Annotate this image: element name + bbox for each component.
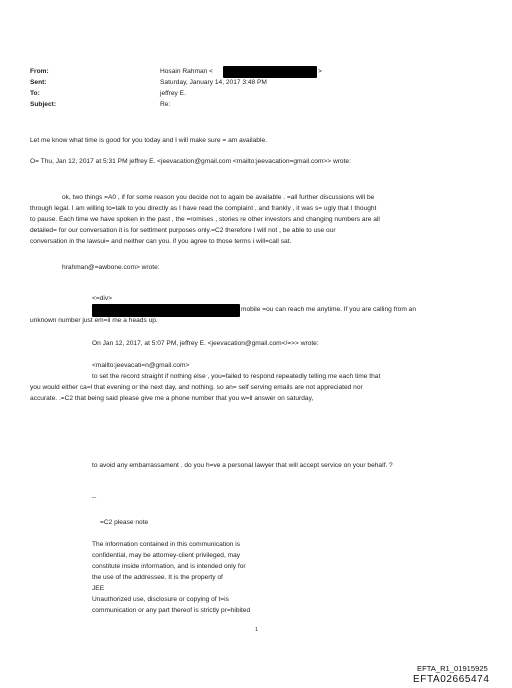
please-note: =C2 please note	[100, 519, 149, 526]
hrahman-line: hrahman@=awbone.com> wrote:	[62, 264, 160, 271]
p1-line-1: ok, two things =A0 , if for some reason you decide not to again be available . =all further discussions will be	[62, 194, 375, 201]
embarrass-line: to avoid any embarrassament . do you h=ve a personal lawyer that will accept service on your behalf. ?	[92, 462, 393, 469]
disclaimer-line-2: confidential, may be attorney-client privileged, may	[92, 552, 241, 559]
sent-value: Saturday, January 14, 2017 3:48 PM	[160, 79, 267, 86]
disclaimer-line-4: the use of the addressee. It is the property of	[92, 574, 223, 581]
to-label: To:	[30, 90, 40, 97]
subject-label: Subject:	[30, 101, 57, 108]
disclaimer-line-6: Unauthorized use, disclosure or copying of t=is	[92, 596, 229, 603]
sent-label: Sent:	[30, 79, 47, 86]
p1-line-5: conversation in the lawsui= and neither can you. if you agree to those terms i will=call sat.	[30, 238, 292, 245]
redaction-body	[92, 304, 240, 317]
from-label: From:	[30, 68, 49, 75]
disclaimer-line-3: constitute inside information, and is intended only for	[92, 563, 246, 570]
subject-value: Re:	[160, 101, 171, 108]
signature-dashes: --	[92, 494, 97, 501]
p1-line-2: through legal. I am willing to=talk to you directly as I have read the complaint , and frankly , it was s= ugly that I thought	[30, 205, 377, 212]
mobile-line: mobile =ou can reach me anytime. If you are calling from an	[241, 306, 417, 313]
unknown-number-line: unknown number just em=il me a heads up.	[30, 317, 158, 324]
disclaimer-line-5: JEE	[92, 585, 105, 592]
p2-line-1: to set the record straight if nothing else , you=failed to respond repeatedly telling me each time that	[92, 373, 381, 380]
redaction-from	[223, 66, 317, 78]
p1-line-4: detailed= for our conversation it is for settlment purposes only.=C2 therefore I will not , be able to use our	[30, 227, 336, 234]
mailto-line: <mailto:jeevacati=n@gmail.com>	[92, 362, 190, 369]
to-value: jeffrey E.	[160, 90, 186, 97]
from-close: >	[318, 68, 322, 75]
page-number: 1	[255, 627, 259, 633]
quote1-header: O= Thu, Jan 12, 2017 at 5:31 PM jeffrey E. <jeevacation@gmail.com <mailto:jeevacation=gmail.com>> wrote:	[30, 158, 351, 165]
bates-number-2: EFTA02665474	[413, 674, 490, 685]
quote2-header: On Jan 12, 2017, at 5:07 PM, jeffrey E. <jeevacation@gmail.com</=>> wrote:	[92, 340, 319, 347]
p2-line-3: accurate. .=C2 that being said please give me a phone number that you w=ll answer on saturday,	[30, 395, 314, 402]
disclaimer-line-7: communication or any part thereof is strictly pr=hibited	[92, 607, 251, 614]
div-tag: <=div>	[92, 295, 112, 302]
body-line-1: Let me know what time is good for you today and I will make sure = am available.	[30, 137, 267, 144]
p2-line-2: you would either ca=l that evening or the next day, and nothing. so an= self serving emails are not appreciated nor	[30, 384, 363, 391]
bates-number-1: EFTA_R1_01915925	[417, 664, 488, 673]
disclaimer-line-1: The information contained in this communication is	[92, 541, 241, 548]
p1-line-3: to pause. Each time we have spoken in the past , the =romises , stories re other investors and changing numbers are all	[30, 216, 380, 223]
from-value: Hosain Rahman <	[160, 68, 213, 75]
